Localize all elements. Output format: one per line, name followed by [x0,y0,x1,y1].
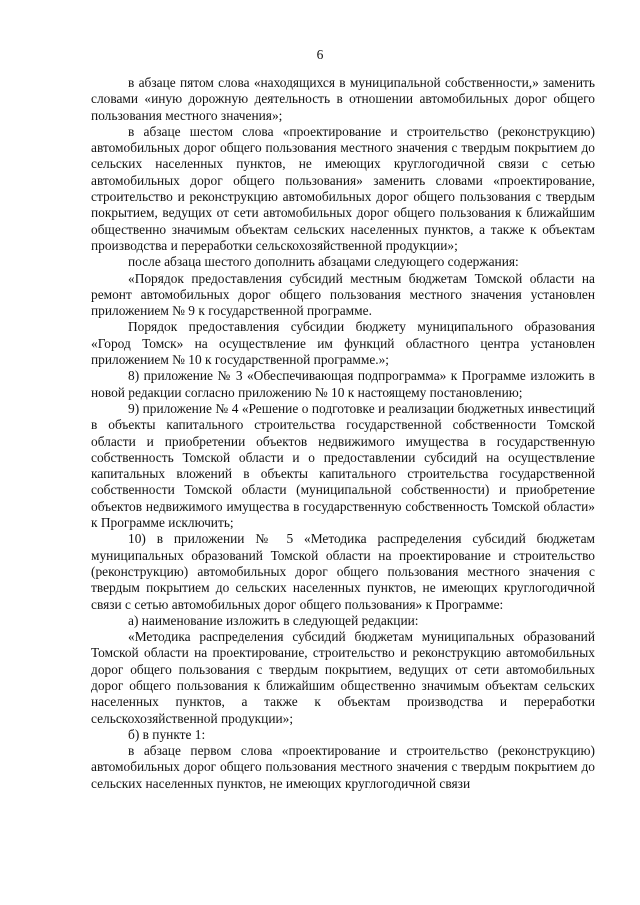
document-body [91,75,595,792]
paragraph: в абзаце шестом слова «проектирование и строительство (реконструкцию) автомобильных дорог общего пользования местного значения с твердым покрытием до сельских населенных пунктов, не имеющих круглогодичной связи с сетью автомобильных дорог общего пользования» заменить словами «проектирование, строительство и реконструкцию автомобильных дорог общего пользования с твердым покрытием, ведущих от сети автомобильных дорог общего пользования к ближайшим общественно значимым объектам сельских населенных пунктов, а также к объектам производства и переработки сельскохозяйственной продукции»; [91,123,595,253]
paragraph: 10) в приложении № 5 «Методика распределения субсидий бюджетам муниципальных образований Томской области на проектирование и строительство (реконструкцию) автомобильных дорог общего пользования местного значения с твердым покрытием до сельских населенных пунктов, не имеющих круглогодичной связи с сетью автомобильных дорог общего пользования» к Программе: [91,531,595,612]
paragraph: 9) приложение № 4 «Решение о подготовке и реализации бюджетных инвестиций в объекты капитального строительства государственной собственности Томской области и приобретении объектов недвижимого имущества в государственную собственность Томской области и о предоставлении субсидий на осуществление капитальных вложений в объекты капитального строительства государственной собственности Томской области (муниципальной собственности) и приобретение объектов недвижимого имущества в государственную собственность Томской области» к Программе исключить; [91,400,595,531]
paragraph: 8) приложение № 3 «Обеспечивающая подпрограмма» к Программе изложить в новой редакции согласно приложению № 10 к настоящему постановлению; [91,368,595,400]
paragraph: «Методика распределения субсидий бюджетам муниципальных образований Томской области на проектирование, строительство и реконструкцию автомобильных дорог общего пользования с твердым покрытием, ведущих от сети автомобильных дорог общего пользования к ближайшим общественно значимым объектам сельских населенных пунктов, а также к объектам производства и переработки сельскохозяйственной продукции»; [91,629,595,726]
paragraph: после абзаца шестого дополнить абзацами следующего содержания: [128,254,519,270]
paragraph: «Порядок предоставления субсидий местным бюджетам Томской области на ремонт автомобильных дорог общего пользования местного значения установлен приложением № 9 к государственной программе. [91,270,595,319]
paragraph: Порядок предоставления субсидии бюджету муниципального образования «Город Томск» на осуществление им функций областного центра установлен приложением № 10 к государственной программе.»; [91,319,595,368]
paragraph: в абзаце первом слова «проектирование и строительство (реконструкцию) автомобильных дорог общего пользования местного значения с твердым покрытием до сельских населенных пунктов, не имеющих круглогодичной связи [91,743,595,791]
page-number: 6 [316,47,324,62]
paragraph: в абзаце пятом слова «находящихся в муниципальной собственности,» заменить словами «иную дорожную деятельность в отношении автомобильных дорог общего пользования местного значения»; [91,75,595,123]
paragraph: а) наименование изложить в следующей редакции: [128,612,419,628]
paragraph: б) в пункте 1: [128,726,206,742]
